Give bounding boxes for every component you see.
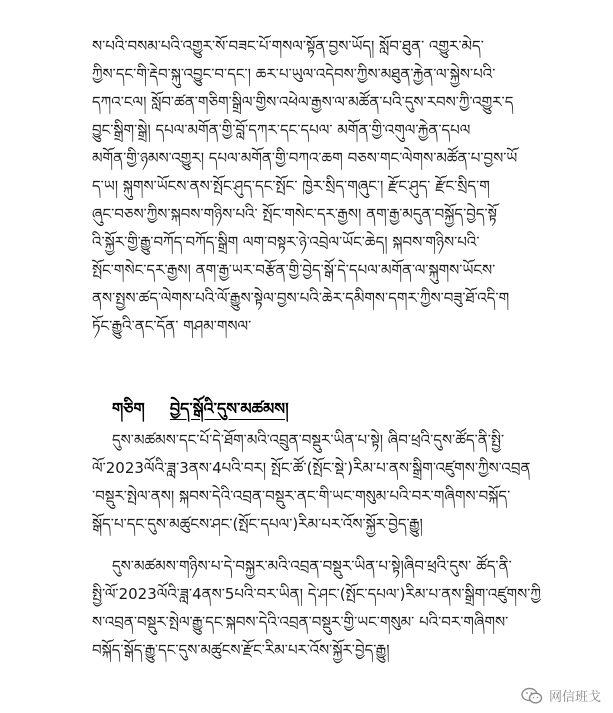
text-line: འི་སྐྱོར་གྱི་རྒྱུ་བཀོད་བཀོད་སྒྲིག ལག་བསྟར་ཉེ་འབྲེལ་ཡོང་ཆེད། སྐབས་གཉིས་པའི་: [92, 233, 480, 251]
text-line: དུས་མཚམས་དང་པོ་དེ་ཐོག་མའི་འབྲུན་བསྡུར་ཡིན་པ་སྟེ། ཞིབ་ཕྲའི་དུས་ཚོད་ནི་སྤྱི་: [112, 431, 505, 449]
section-number: གཅིག: [112, 399, 145, 418]
text-line: ད་ཡ། སྐུགས་ཡོངས་ནས་སྤོང་ཤུད་དང་སྤོང་ ཁྱེར་སྲིད་གཞུང་། རྫོང་ཤུད་ རྫོང་སྲིད་ག: [92, 177, 490, 195]
text-line: ལོ་2023ལོའི་ཟླ་3ནས་4པའི་བར། སྤོང་ཚོ་(སྤོང་སྡེ་)རིམ་པ་ནས་སྒྲིག་འཛུགས་ཀྱིས་འབྲན: [92, 459, 531, 477]
text-line: ས་པའི་བསམ་པའི་འགྱུར་སོ་བཟང་པོ་གསལ་སྟོན་བྱས་ཡོད། སློབ་ཐུན་ འགྱུར་མེད་: [92, 37, 484, 55]
watermark: [521, 686, 601, 705]
text-line: སྤོང་གསེང་དར་རྒྱས། ནག་རྒྱ་ཡར་བརྩོན་གྱི་བྱེད་སྒོ་དེ་དཔལ་མགོན་ལ་སྐུགས་ཡོངས་: [92, 261, 496, 279]
text-line: ས་འབྲན་བསྡུར་སྤེལ་རྒྱུ་དང་སྐབས་དེའི་འབྲན་བསྡུར་གྱི་ཡང་གསུམ་ པའི་བར་གཞིགས་: [92, 613, 509, 631]
text-line: ཞུང་བཅས་ཀྱིས་སྐབས་གཉིས་པའི་ སྤོང་གསེང་དར་རྒྱས། ནག་རྒྱ་མདུན་བསྐྱོད་བྱེད་སྟོ: [92, 205, 498, 223]
text-line: དཀའ་ངལ། སློབ་ཚན་གཅིག་སྒྲིལ་གྱིས་འཕེལ་རྒྱས་ལ་མཚོན་པའི་དུས་རབས་ཀྱི་འགྱུར་ད: [92, 93, 514, 111]
text-line: ནས་སྤྱས་ཚད་ལེགས་པའི་ལོ་རྒྱུས་སྟེལ་བྱས་པའི་ཆེར་དམིགས་དགར་ཀྱིས་བཟུ་ཐོ་འདི་ག: [92, 289, 510, 307]
text-line: ཏོང་རྒྱུའི་ནང་དོན་ གཤམ་གསལ་: [92, 317, 252, 335]
text-line: ་བསྡུར་སྤེལ་ནས། སྐབས་དེའི་འབྲན་བསྡུར་ནང་གི་ཡང་གསུམ་པའི་བར་གཞིགས་བསྐོད་: [92, 487, 511, 505]
text-line: བསྐོད་སྒོད་རྒྱུ་དང་དུས་མཚུངས་རྫོང་རིམ་པར་འོས་སྐྱོར་བྱེད་རྒྱུ།: [92, 641, 390, 659]
text-line: མགོན་གྱི་ཉམས་འགྱུར། དཔལ་མགོན་གྱི་བཀའ་ཆག བཅས་གང་ལེགས་མཚོན་པ་བྱས་ཡོ: [92, 149, 518, 167]
paragraph-intro: [92, 32, 590, 340]
wechat-icon: [521, 687, 543, 705]
paragraph-stage-one: [92, 426, 590, 538]
watermark-text: 网信班戈: [548, 690, 601, 705]
paragraph-stage-two: [92, 552, 590, 664]
section-title: བྱེད་སྒོའི་དུས་མཚམས།: [169, 399, 289, 418]
text-line: སྒོད་པ་དང་དུས་མཚུངས་ཤང་(སྤོང་དཔལ་)རིམ་པར་འོས་སྐྱོར་བྱེད་རྒྱུ།: [92, 515, 423, 533]
text-line: བྱུང་སྒྲིག་སྒྲེ། དཔལ་མགོན་གྱི་བློ་དཀར་དང་དཔལ་ མགོན་གྱི་འགུལ་རྐྱེན་དཔལ: [92, 121, 471, 139]
text-line: དུས་མཚམས་གཉིས་པ་དེ་བསྐྱར་མའི་འབྲན་བསྡུར་ཡིན་པ་སྟེ།ཞིབ་ཕྲའི་དུས་ ཚོད་ནི་: [112, 557, 512, 575]
section-heading: [112, 396, 289, 422]
text-line: ཀྱིས་དང་གི་རྡེབ་སྐུ་འབྱུང་བ་དང་། ཆར་པ་ཡུལ་འདེབས་ཀྱིས་མཐུན་རྐྱེན་ལ་སྐྱེས་པའི་: [92, 65, 496, 83]
text-line: སྤྱི་ལོ་2023ལོའི་ཟླ་4ནས་5པའི་བར་ཡིན། དེ་ཤང་(སྤོང་དཔལ་)རིམ་པ་ནས་སྒྲིག་འཛུགས་ཀྱི: [92, 585, 541, 603]
